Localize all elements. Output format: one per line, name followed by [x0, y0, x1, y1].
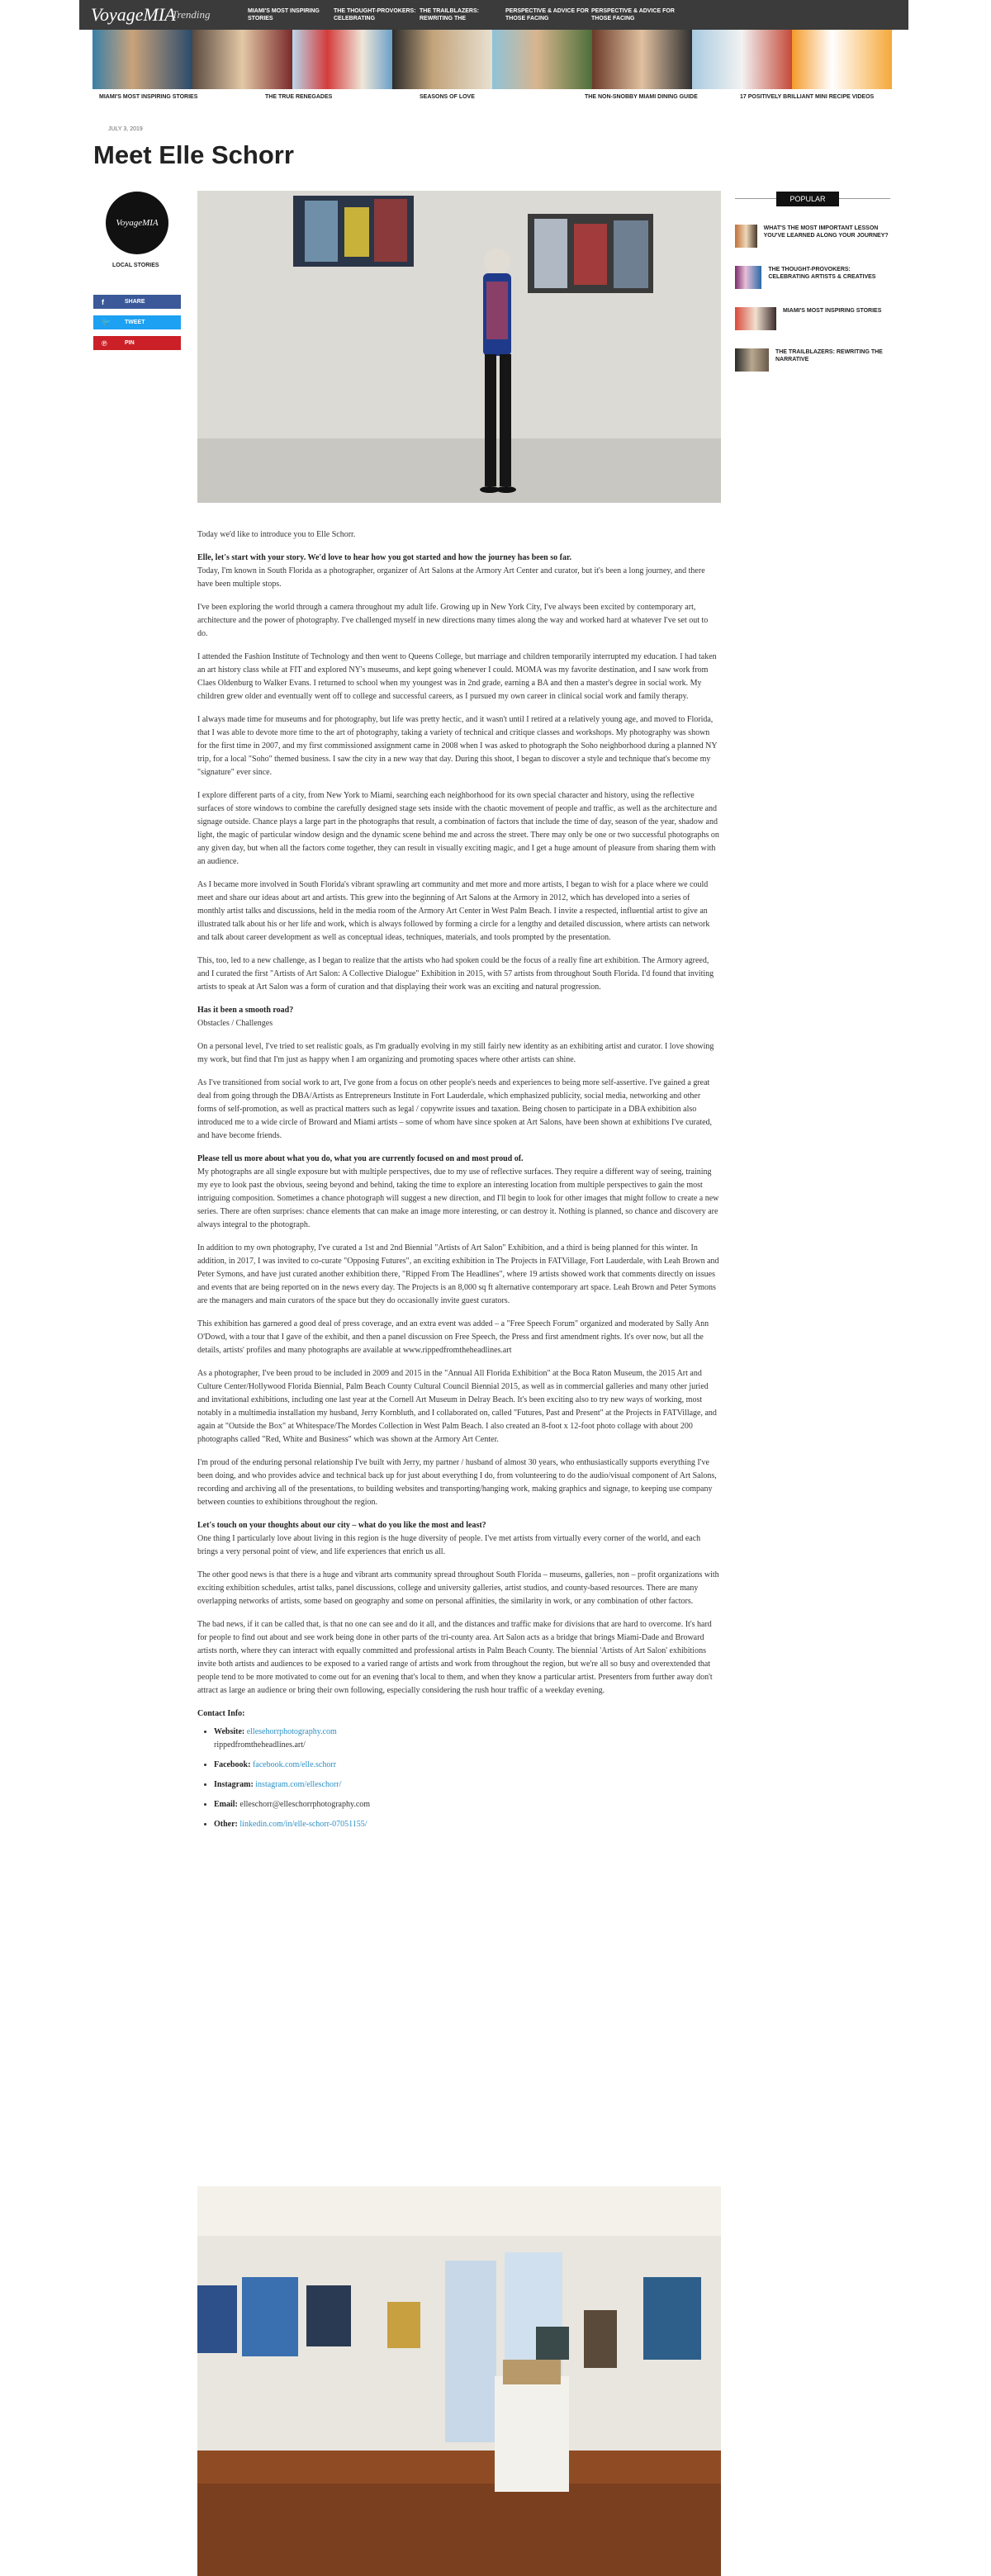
share-label: SHARE [125, 299, 145, 305]
strip-thumb[interactable] [692, 30, 792, 89]
popular-item-title[interactable]: THE TRAILBLAZERS: REWRITING THE NARRATIVE [775, 349, 883, 362]
contact-label: Website: [214, 1727, 245, 1736]
page-title: Meet Elle Schorr [93, 140, 294, 169]
article-paragraph: As a photographer, I've been proud to be included in 2009 and 2015 in the "Annual All Florida Exhibition" at the Boca Raton Museum, the 2015 Art and Culture Center/Hollywood Florida Biennial, Palm Beach County Cultural Council Biennial 2015, as well as in commercial galleries and many other juried and invitational exhibitions, including one last year at the Cornell Art Museum in Delray Beach. It's been exciting also to try new ways of working, most notably in a multimedia installation my husband, Jerry Kornbluth, and I collaborated on, called "Futures, Past and Present" at the Projects in FATVillage, and again at "Outside the Box" at Whitespace/The Mordes Collection in West Palm Beach. I also created an 8-foot x 12-foot photo collage with about 200 photographs called "Red, White and Business" which was shown at the Armory Art Center. [197, 1369, 717, 1444]
contact-list [214, 1726, 719, 1831]
publish-date: JULY 3, 2019 [108, 126, 143, 132]
article-paragraph: The bad news, if it can be called that, is that no one can see and do it all, and the distances and traffic make for divisions that are hard to overcome. It's hard for people to find out about and see work being done in other parts of the tri-county area. Art Salon acts as a bridge that brings Miami-Dade and Broward artists north, where they can interact with equally committed and professional artists in Palm Beach County. The biennial 'Artists of Art Salon' exhibitions invite both artists and audiences to be exposed to a varied range of artists and work from throughout the region, but we're all so busy and overextended that people tend to be more motivated to come out for an evening that's local to them, and when they know a particular artist. Presenters from further away don't attract as large an audience or bring their own following, especially considering the rush hour traffic of a weekday evening. [197, 1620, 713, 1695]
contact-item-other [214, 1818, 719, 1831]
strip-thumb[interactable] [792, 30, 892, 89]
website-link-secondary[interactable]: rippedfromtheheadlines.art/ [214, 1740, 306, 1750]
nav-item[interactable]: PERSPECTIVE & ADVICE FOR THOSE FACING [505, 8, 589, 21]
popular-item[interactable] [735, 225, 892, 251]
interview-question: Please tell us more about what you do, what you are currently focused on and most proud of. [197, 1154, 524, 1163]
strip-thumb[interactable] [292, 30, 392, 89]
interview-question: Let's touch on your thoughts about our city – what do you like the most and least? [197, 1521, 486, 1530]
strip-label[interactable]: THE NON-SNOBBY MIAMI DINING GUIDE [585, 94, 698, 100]
facebook-share-button[interactable] [93, 295, 181, 309]
strip-labels [92, 94, 902, 106]
popular-item-title[interactable]: THE THOUGHT-PROVOKERS: CELEBRATING ARTISTS & CREATIVES [768, 267, 876, 280]
article-intro: Today we'd like to introduce you to Elle Schorr. [197, 530, 356, 539]
strip-label[interactable]: MIAMI'S MOST INSPIRING STORIES [99, 94, 198, 100]
nav-item[interactable]: THE TRAILBLAZERS: REWRITING THE [420, 8, 479, 21]
contact-label: Other: [214, 1820, 238, 1829]
article-paragraph: This, too, led to a new challenge, as I began to realize that the artists who had spoken could be the focus of a really fine art exhibition. The Armory agreed, and I curated the first "Artists of Art Salon: A Collective Dialogue" Exhibition in 2015, with 57 artists from throughout South Florida. I'd found that inviting artists to speak at Art Salon was a form of curation and that displaying their work was an exciting and natural progression. [197, 956, 714, 992]
article-paragraph: In addition to my own photography, I've curated a 1st and 2nd Biennial "Artists of Art Salon" Exhibition, and a third is being planned for this winter. In addition, in 2017, I was invited to co-curate "Opposing Futures", an exciting exhibition in The Projects in FATVillage, Fort Lauderdale, with Leah Brown and Peter Symons, and have just curated another exhibition there, "Ripped From The Headlines", where 19 artists showed work that comments directly on issues and events that are being reported on in the news every day. The Projects is an 8,000 sq ft alternative contemporary art space. Leah Brown and Peter Symons are the managers and main curators of the space but they do occasionally invite guest curators. [197, 1243, 719, 1305]
strip-label[interactable]: THE TRUE RENEGADES [265, 94, 333, 100]
website-link[interactable]: ellesehorrphotography.com [246, 1727, 337, 1736]
contact-heading: Contact Info: [197, 1709, 245, 1718]
nav-item[interactable]: PERSPECTIVE & ADVICE FOR THOSE FACING [591, 8, 675, 21]
interview-question: Elle, let's start with your story. We'd love to hear how you got started and how the journey has been so far. [197, 553, 571, 562]
popular-thumb[interactable] [735, 307, 776, 330]
article-paragraph: I attended the Fashion Institute of Technology and then went to Queens College, but marriage and children temporarily interrupted my education. I had taken an art history class while at FIT and explored NY's museums, and kept going whenever I could. MOMA was my favorite destination, and I saw work from Claes Oldenburg to Walker Evans. I returned to school when my youngest was in 2nd grade, earning a BA and then a master's degree in social work. My children grew older and eventually went off to college and successful careers, as I pursued my own career in clinical social work and family therapy. [197, 652, 717, 701]
top-bar [79, 0, 908, 30]
featured-strip [92, 30, 892, 89]
gallery-illustration [197, 2186, 721, 2576]
hero-illustration [197, 191, 721, 503]
article-paragraph: This exhibition has garnered a good deal of press coverage, and an extra event was added – a "Free Speech Forum" organized and moderated by Sally Ann O'Dowd, with a tour that I gave of the exhibit, and then a panel discussion on Free Speech, the Press and first amendment rights. It's over now, but all the details, artists' profiles and many photographs are available at www.rippedfromtheheadlines.art [197, 1319, 709, 1355]
article-paragraph: On a personal level, I've tried to set realistic goals, as I'm gradually evolving in my still fairly new identity as an exhibiting artist and curator. I love showing my work, but find that I'm just as happy when I am organizing and promoting spaces where other artists can shine. [197, 1042, 714, 1064]
strip-thumb[interactable] [592, 30, 692, 89]
strip-label[interactable]: SEASONS OF LOVE [420, 94, 475, 100]
strip-label[interactable]: 17 POSITIVELY BRILLIANT MINI RECIPE VIDEOS [740, 94, 875, 100]
twitter-share-button[interactable] [93, 315, 181, 329]
article-paragraph: As I've transitioned from social work to art, I've gone from a focus on other people's needs and experiences to being more self-assertive. I've gained a great deal from going through the DBA/Artists as Entrepreneurs Institute in Fort Lauderdale, which emphasized publicity, social media, networking and other forms of self-promotion, as well as practical matters such as legal / copywrite issues and taxation. Being chosen to participate in a DBA exhibition also introduced me to a wide circle of Broward and Miami artists – some of whom have since spoken at Art Salons, have been shown at exhibitions I've curated, and have become friends. [197, 1078, 713, 1140]
strip-thumb[interactable] [92, 30, 192, 89]
author-label[interactable]: LOCAL STORIES [112, 263, 159, 268]
article-paragraph: I explore different parts of a city, from New York to Miami, searching each neighborhood for its own special character and history, using the reflective surfaces of store windows to combine the carefully designed stage sets inside with the chaotic movement of people and traffic, as well as the architecture and signage outside. Chance plays a large part in the photographs that result, a combination of factors that include the time of day, season of the year, shadow and light, the magic of particular window design and the dynamic scene behind me and across the street. There may only be one or two successful photographs on any given day, but when all the factors come together, they can result in visually exciting magic, and I get a huge amount of pleasure from sharing them with an audience. [197, 791, 719, 866]
share-label: TWEET [125, 320, 145, 325]
popular-item[interactable] [735, 266, 892, 292]
popular-item-title[interactable]: WHAT'S THE MOST IMPORTANT LESSON YOU'VE LEARNED ALONG YOUR JOURNEY? [763, 225, 889, 239]
twitter-icon: 🐦 [102, 318, 111, 326]
article-paragraph: I always made time for museums and for photography, but life was pretty hectic, and it wasn't until I retired at a relatively young age, and moved to Florida, that I was able to devote more time to the art of photography, taking a variety of technical and critique classes and workshops. My photography was shown for the first time in 2007, and my first commissioned assignment came in 2008 when I was asked to photograph the Soho neighborhood during a planned NY trip, for a local "Soho" themed business. I saw the city in a new way that day. During this shoot, I began to discover a style and technique that's become my "signature" ever since. [197, 715, 718, 777]
nav-item[interactable]: MIAMI'S MOST INSPIRING STORIES [248, 8, 320, 21]
article-paragraph: As I became more involved in South Florida's vibrant sprawling art community and met more and more artists, I began to wish for a place where we could meet and share our ideas about art and artists. This grew into the beginning of Art Salons at the Armory in 2012, which has developed into a series of monthly artist talks and discussions, held in the media room of the Armory Art Center in West Palm Beach. I invite a respected, influential artist to give an illustrated talk about his or her life and work, which is always followed by forming a circle for a lengthy and detailed discussion, where artists can network and talk about career development as well as conceptual ideas, techniques, materials, and tools prompted by the presentation. [197, 880, 710, 942]
article-paragraph: One thing I particularly love about living in this region is the huge diversity of people. I've met artists from virtually every corner of the world, and each brings a very personal point of view, and life experiences that enrich us all. [197, 1534, 701, 1556]
popular-heading: POPULAR [776, 192, 839, 206]
nav-item[interactable]: THE THOUGHT-PROVOKERS: CELEBRATING [334, 8, 416, 21]
contact-item-instagram [214, 1778, 719, 1792]
facebook-link[interactable]: facebook.com/elle.schorr [252, 1760, 337, 1769]
contact-item-website [214, 1726, 719, 1752]
popular-item-title[interactable]: MIAMI'S MOST INSPIRING STORIES [783, 308, 882, 314]
site-logo[interactable]: VoyageMIA [91, 4, 176, 25]
strip-thumb[interactable] [392, 30, 492, 89]
pinterest-icon: ℗ [102, 339, 107, 348]
article-paragraph: Today, I'm known in South Florida as a photographer, organizer of Art Salons at the Armory Art Center and curator, but it's been a long journey, and there have been multiple stops. [197, 566, 705, 589]
share-label: PIN [125, 340, 135, 346]
contact-label: Email: [214, 1800, 238, 1809]
contact-label: Facebook: [214, 1760, 251, 1769]
article-body [197, 528, 719, 1838]
strip-thumb[interactable] [192, 30, 292, 89]
hero-photo [197, 191, 721, 503]
popular-item[interactable] [735, 307, 892, 334]
popular-thumb[interactable] [735, 225, 757, 248]
article-paragraph: I've been exploring the world through a camera throughout my adult life. Growing up in New York City, I've always been excited by contemporary art, architecture and the power of photography. I've challenged myself in new directions many times along the way and worked hard at whatever I've set out to do. [197, 603, 709, 638]
article-paragraph: My photographs are all single exposure but with multiple perspectives, due to my use of reflective surfaces. They require a different way of seeing, training my eye to look past the obvious, seeing beyond and behind, taking the time to explore an interesting location from multiple perspectives to gain the most intriguing composition. Sometimes a chance photograph will suggest a new direction, and I'll begin to look for other images that might follow to create a new series. There are often surprises: chance elements that can make an image more interesting, or can destroy it. Nothing is planned, so chance and discovery are always integral to the photograph. [197, 1167, 719, 1229]
facebook-icon: f [102, 297, 104, 306]
author-avatar[interactable]: VoyageMIA [106, 192, 168, 254]
interview-question: Has it been a smooth road? [197, 1006, 294, 1015]
article-paragraph: The other good news is that there is a huge and vibrant arts community spread throughout South Florida – museums, galleries, non – profit organizations with exciting exhibition schedules, artist talks, panel discussions, college and university galleries, artist studios, and county-based resources. There are many overlapping networks of artists, some based on geography and some on personal affinities, the similarity in work, or any combination of other factors. [197, 1570, 719, 1606]
email-value[interactable]: elleschorr@elleschorrphotography.com [239, 1800, 371, 1809]
strip-thumb[interactable] [492, 30, 592, 89]
linkedin-link[interactable]: linkedin.com/in/elle-schorr-07051155/ [239, 1820, 367, 1829]
popular-thumb[interactable] [735, 266, 761, 289]
popular-item[interactable] [735, 348, 892, 375]
article-paragraph: I'm proud of the enduring personal relationship I've built with Jerry, my partner / husband of almost 30 years, who enthusiastically supports everything I've been doing, and who provides advice and technical back up for just about everything I do, from volunteering to do the audio/visual component of Art Salons, recording and archiving all of the presentations, to building websites and transporting/hanging work, making graphics and signage, to keeping use company between counties to exhibitions throughout the region. [197, 1458, 717, 1507]
gallery-photo [197, 2186, 721, 2576]
popular-thumb[interactable] [735, 348, 769, 372]
question-subtitle: Obstacles / Challenges [197, 1019, 273, 1028]
instagram-link[interactable]: instagram.com/elleschorr/ [255, 1780, 342, 1789]
contact-item-email [214, 1798, 719, 1811]
pinterest-share-button[interactable] [93, 336, 181, 350]
trending-label: Trending [172, 8, 211, 21]
contact-label: Instagram: [214, 1780, 254, 1789]
contact-info [197, 1707, 719, 1831]
contact-item-facebook [214, 1759, 719, 1772]
